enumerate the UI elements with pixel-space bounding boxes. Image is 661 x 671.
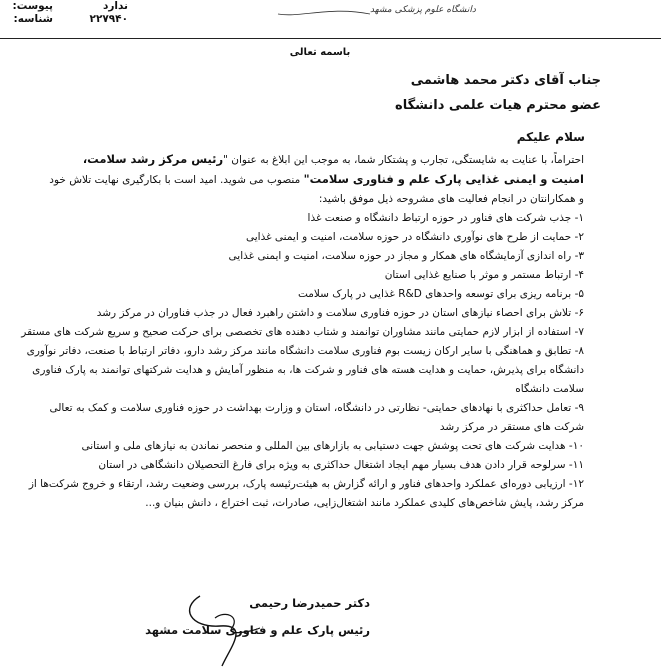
list-item: ۹- تعامل حداکثری با نهادهای حمایتی- نظارتی در دانشگاه، استان و وزارت بهداشت در حوزه فناوری سلامت و کمک به تعالی شرکت های مستقر در مرکز رشد bbox=[49, 402, 584, 433]
list-item: ۱- جذب شرکت های فناور در حوزه ارتباط دانشگاه و صنعت غذا bbox=[307, 212, 584, 224]
list-item: ۵- برنامه ریزی برای توسعه واحدهای R&D غذایی در پارک سلامت bbox=[297, 288, 584, 300]
list-item: ۷- استفاده از ابزار لازم حمایتی مانند مشاوران توانمند و شتاب دهنده های تخصصی برای حرکت صحیح و سریع شرکت های مستقر bbox=[21, 326, 584, 338]
reference-number: ۲۲۷۹۴۰ bbox=[89, 13, 128, 25]
header-meta-fields bbox=[88, 0, 128, 26]
intro-text-1: احتراماً، با عنایت به شایستگی، تجارب و پشتکار شما، به موجب این ابلاغ به عنوان " bbox=[223, 154, 584, 166]
list-item: ۱۱- سرلوحه قرار دادن هدف بسیار مهم ایجاد اشتغال حداکثری به ویژه برای فارغ التحصیلان دانشگاهی در استان bbox=[98, 459, 584, 471]
header-meta-left bbox=[0, 0, 53, 26]
list-item: ۱۲- ارزیابی دوره‌ای عملکرد واحدهای فناور و ارائه گزارش به هیئت‌رئیسه پارک، بررسی وضعیت رشد، ارتقاء و خروج شرکت‌ها از مرکز رشد، پایش شاخص‌های کلیدی عملکرد مانند اشتغال‌زایی، صادرات، ثبت اختراع ، دانش بنیان و... bbox=[28, 478, 584, 509]
addressee-title: عضو محترم هیات علمی دانشگاه bbox=[395, 98, 601, 113]
intro-paragraph bbox=[19, 150, 584, 209]
list-item: ۱۰- هدایت شرکت های تحت پوشش جهت دستیابی به بازارهای بین المللی و منحصر نماندن به نیازهای ملی و استانی bbox=[81, 440, 584, 452]
list-item: ۳- راه اندازی آزمایشگاه های همکار و مجاز در حوزه سلامت، امنیت و ایمنی غذایی bbox=[228, 250, 584, 262]
intro-bold-2: امنیت و ایمنی غذایی پارک علم و فناوری سلامت" bbox=[303, 172, 584, 186]
list-item: ۴- ارتباط مستمر و موثر با صنایع غذایی استان bbox=[384, 269, 584, 281]
intro-text-2: منصوب می شوید. امید است با بکارگیری نهایت تلاش خود bbox=[49, 174, 304, 186]
bismillah: باسمه تعالی bbox=[289, 47, 351, 58]
attachment-label: پیوست: bbox=[12, 0, 53, 12]
greeting: سلام علیکم bbox=[516, 130, 585, 144]
header-divider bbox=[0, 38, 661, 39]
addressee-name: جناب آقای دکتر محمد هاشمی bbox=[410, 73, 601, 88]
list-item: ۲- حمایت از طرح های نوآوری دانشگاه در حوزه سلامت، امنیت و ایمنی غذایی bbox=[246, 231, 584, 243]
list-item: ۸- تطابق و هماهنگی با سایر ارکان زیست بوم فناوری سلامت دانشگاه مانند مرکز رشد دارو، دفاتر ارتباط با صنعت، دفاتر نوآوری دانشگاه برای پذیرش، حمایت و هدایت هسته های فناور و شرکت ها، به منظور آمایش و هدایت شرکتهای توانمند به پارک فناوری سلامت دانشگاه bbox=[26, 345, 584, 395]
intro-text-3: و همکارانتان در انجام فعالیت های مشروحه ذیل موفق باشید: bbox=[318, 193, 584, 205]
header-status-value: ندارد bbox=[102, 0, 128, 12]
logo-text: دانشگاه علوم پزشکی مشهد bbox=[370, 5, 476, 15]
addressee bbox=[201, 68, 601, 118]
intro-bold-1: رئیس مرکز رشد سلامت، bbox=[82, 152, 224, 166]
list-item: ۶- تلاش برای احصاء نیازهای استان در حوزه فناوری سلامت و داشتن راهبرد فعال در جذب فناوران در مرکز رشد bbox=[96, 307, 584, 319]
letter-body bbox=[19, 150, 584, 513]
university-logo bbox=[270, 0, 476, 22]
signatory-title: رئیس پارک علم و فناوری سلامت مشهد bbox=[145, 623, 370, 637]
id-label: شناسه: bbox=[13, 13, 53, 25]
signatory-name: دکتر حمیدرضا رحیمی bbox=[249, 596, 370, 610]
signature-block bbox=[145, 588, 370, 668]
